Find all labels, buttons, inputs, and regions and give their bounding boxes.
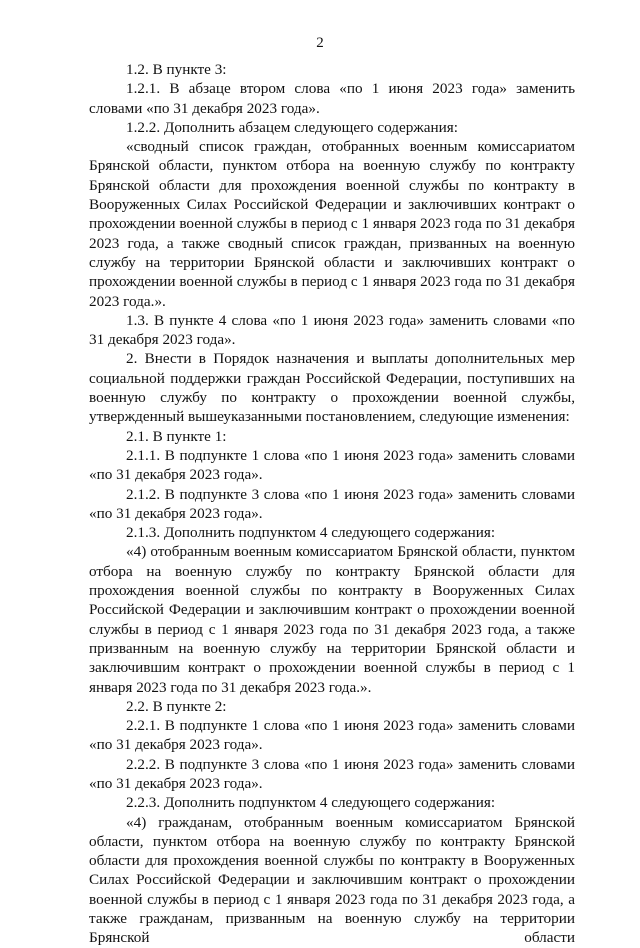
paragraph-2-2-1: 2.2.1. В подпункте 1 слова «по 1 июня 2023 года» заменить словами «по 31 декабря 2023 года». bbox=[89, 717, 575, 754]
paragraph-2-1-3-quote: «4) отобранным военным комиссариатом Брянской области, пунктом отбора на военную службу по контракту Брянской области для прохождения военной службы по контракту в Вооруженных Силах Российской Федерации и заключившим контракт о прохождении военной службы в период с 1 января 2023 года по 31 декабря 2023 года, а также призванным на военную службу на территории Брянской области и заключившим контракт о прохождении военной службы в период с 1 января 2023 года по 31 декабря 2023 года.». bbox=[89, 543, 575, 696]
paragraph-1-3: 1.3. В пункте 4 слова «по 1 июня 2023 года» заменить словами «по 31 декабря 2023 года». bbox=[89, 311, 575, 349]
paragraph-2-2-3-quote: «4) гражданам, отобранным военным комиссариатом Брянской области, пунктом отбора на военную службу по контракту Брянской области для прохождения военной службы по контракту в Вооруженных Силах Российской Федерации и заключившим контракт о прохождении военной службы в период с 1 января 2023 года по 31 декабря 2023 года, а также гражданам, призванным на военную службу на территории Брянской области bbox=[89, 813, 575, 947]
paragraph-2-1-2: 2.1.2. В подпункте 3 слова «по 1 июня 2023 года» заменить словами «по 31 декабря 2023 года». bbox=[89, 485, 575, 522]
paragraph-2-2: 2.2. В пункте 2: bbox=[126, 697, 227, 715]
paragraph-2-2-3: 2.2.3. Дополнить подпунктом 4 следующего содержания: bbox=[126, 794, 496, 812]
paragraph-2-1-1: 2.1.1. В подпункте 1 слова «по 1 июня 2023 года» заменить словами «по 31 декабря 2023 года». bbox=[89, 446, 575, 484]
paragraph-1-2-2: 1.2.2. Дополнить абзацем следующего содержания: bbox=[126, 118, 458, 136]
paragraph-1-2-1: 1.2.1. В абзаце втором слова «по 1 июня 2023 года» заменить словами «по 31 декабря 2023 года». bbox=[89, 80, 575, 117]
paragraph-2-1-3: 2.1.3. Дополнить подпунктом 4 следующего содержания: bbox=[126, 524, 496, 542]
page-number: 2 bbox=[316, 35, 324, 51]
paragraph-1-2-2-quote: «сводный список граждан, отобранных военным комиссариатом Брянской области, пунктом отбора на военную службу по контракту Брянской области для прохождения военной службы по контракту в Вооруженных Силах Российской Федерации и заключивших контракт о прохождении военной службы в период с 1 января 2023 года по 31 декабря 2023 года, а также сводный список граждан, призванных на военную службу на территории Брянской области и заключивших контракт о прохождении военной службы в период с 1 января 2023 года по 31 декабря 2023 года.». bbox=[89, 138, 575, 310]
paragraph-1-2: 1.2. В пункте 3: bbox=[126, 61, 227, 78]
document-body bbox=[89, 60, 575, 948]
paragraph-2: 2. Внести в Порядок назначения и выплаты дополнительных мер социальной поддержки граждан Российской Федерации, поступивших на военную службу по контракту о прохождении военной службы, утвержденный вышеуказанными постановлением, следующие изменения: bbox=[89, 350, 575, 426]
paragraph-2-2-2: 2.2.2. В подпункте 3 слова «по 1 июня 2023 года» заменить словами «по 31 декабря 2023 года». bbox=[89, 755, 575, 792]
paragraph-2-1: 2.1. В пункте 1: bbox=[126, 427, 227, 445]
